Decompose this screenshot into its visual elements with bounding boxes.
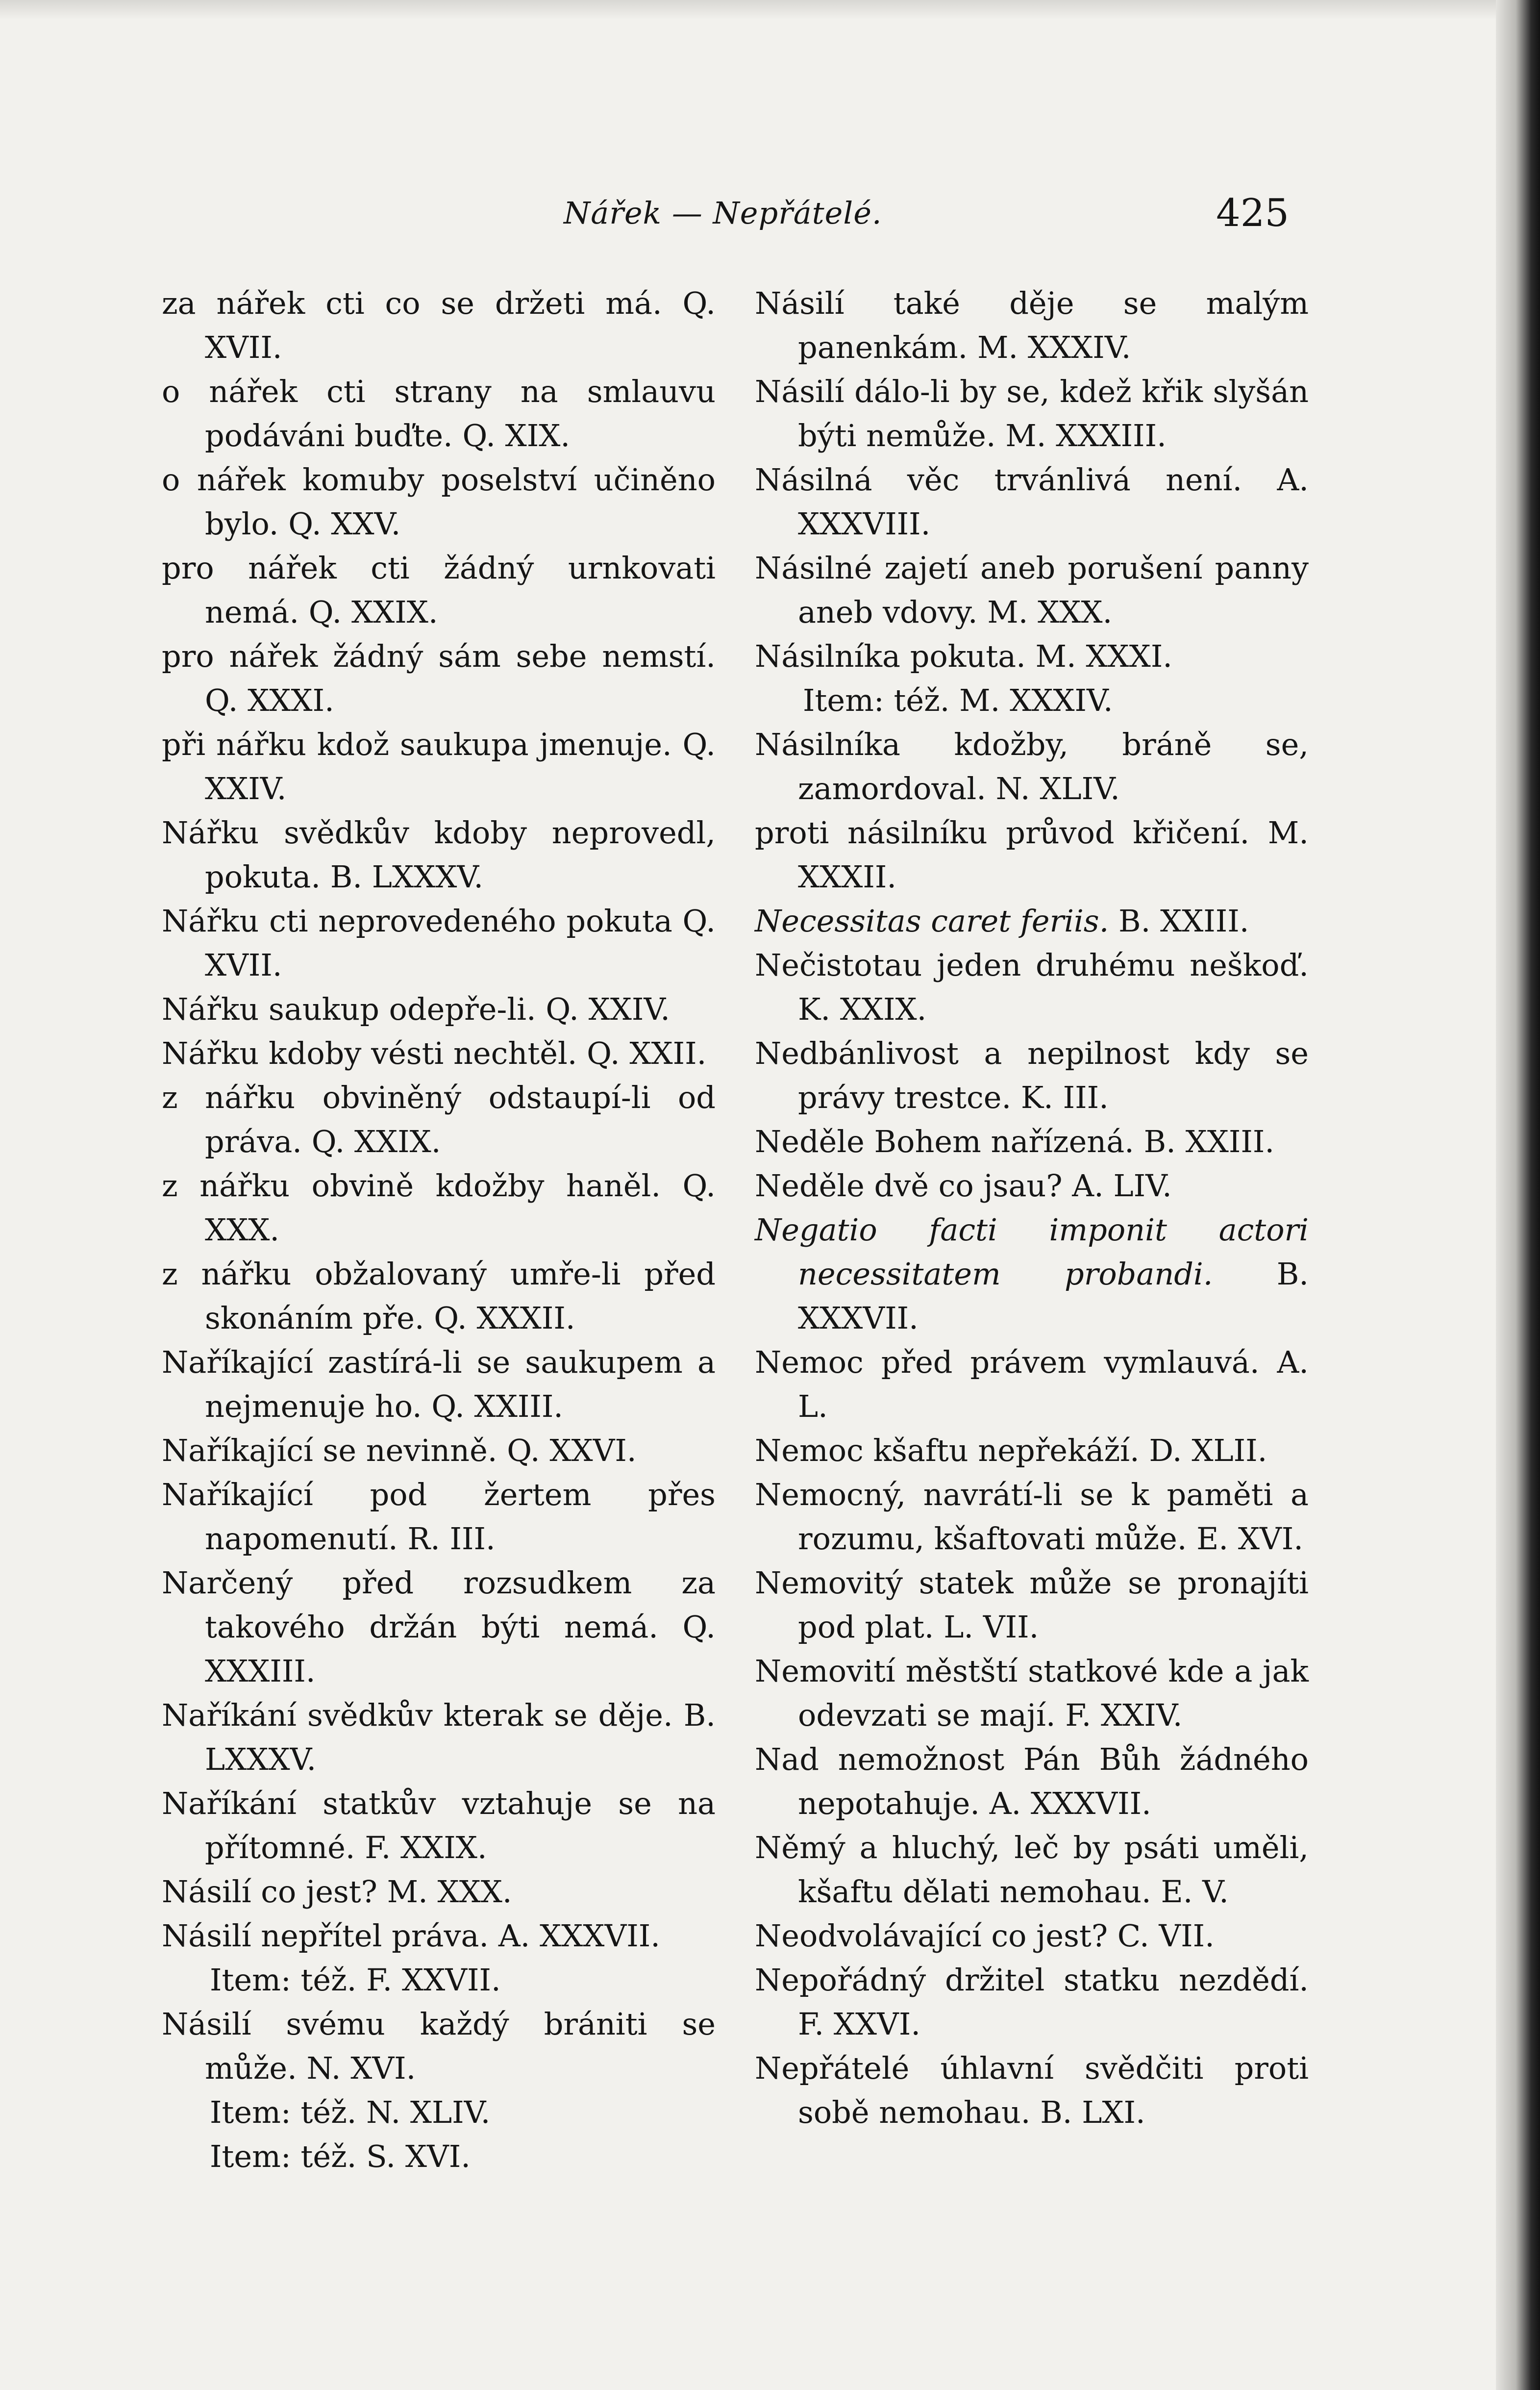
index-entry: Násilí svému každý brániti se může. N. XVI. <box>162 2006 716 2086</box>
index-entry: Násilné zajetí aneb porušení panny aneb vdovy. M. XXX. <box>755 550 1309 630</box>
latin-reference: B. XXXVII. <box>798 1256 1309 1336</box>
index-entry-latin <box>755 1208 1309 1340</box>
index-entry: Nepřátelé úhlavní svědčiti proti sobě nemohau. B. LXI. <box>755 2050 1309 2130</box>
index-entry: Nemoc před právem vymlauvá. A. L. <box>755 1344 1309 1424</box>
latin-reference: B. XXIII. <box>1118 903 1249 939</box>
index-entry: Násilí nepřítel práva. A. XXXVII. <box>162 1918 660 1954</box>
index-entry: Nemocný, navrátí-li se k paměti a rozumu, kšaftovati může. E. XVI. <box>755 1477 1309 1557</box>
index-entry: Nečistotau jeden druhému neškoď. K. XXIX. <box>755 947 1309 1027</box>
index-entry: Násilníka kdožby, bráně se, zamordoval. N. XLIV. <box>755 727 1309 806</box>
index-entry-latin <box>755 899 1309 943</box>
index-entry-item: Item: též. N. XLIV. <box>210 2094 491 2130</box>
index-entry: Nářku cti neprovedeného pokuta Q. XVII. <box>162 903 716 983</box>
index-entry-item: Item: též. M. XXXIV. <box>803 682 1113 718</box>
latin-maxim: Necessitas caret feriis. <box>755 903 1109 939</box>
index-entry: za nářek cti co se držeti má. Q. XVII. <box>162 285 716 365</box>
page-top-shadow <box>0 0 1540 20</box>
running-head: Nářek — Nepřátelé. <box>564 195 882 231</box>
page-binding-edge <box>1496 0 1540 2390</box>
index-entry: Nářku kdoby vésti nechtěl. Q. XXII. <box>162 1035 707 1071</box>
index-entry: Naříkající zastírá-li se saukupem a nejmenuje ho. Q. XXIII. <box>162 1344 716 1424</box>
index-entry: o nářek cti strany na smlauvu podáváni buďte. Q. XIX. <box>162 374 716 453</box>
index-entry: Neodvolávající co jest? C. VII. <box>755 1918 1215 1954</box>
index-entry: Nepořádný držitel statku nezdědí. F. XXVI. <box>755 1962 1309 2042</box>
index-entry: proti násilníku průvod křičení. M. XXXII. <box>755 815 1309 895</box>
index-entry: o nářek komuby poselství učiněno bylo. Q. XXV. <box>162 462 716 542</box>
index-entry: Nemoc kšaftu nepřekáží. D. XLII. <box>755 1433 1267 1468</box>
index-column-left <box>162 281 716 2179</box>
index-entry: Násilí dálo-li by se, kdež křik slyšán býti nemůže. M. XXXIII. <box>755 374 1309 453</box>
page-number: 425 <box>1216 191 1289 235</box>
index-entry: pro nářek cti žádný urnkovati nemá. Q. XXIX. <box>162 550 716 630</box>
index-entry: při nářku kdož saukupa jmenuje. Q. XXIV. <box>162 727 716 806</box>
index-entry: pro nářek žádný sám sebe nemstí. Q. XXXI. <box>162 638 716 718</box>
index-entry: Násilná věc trvánlivá není. A. XXXVIII. <box>755 462 1309 542</box>
page-header <box>564 191 1289 250</box>
index-column-right <box>755 281 1309 2135</box>
index-entry: Naříkající pod žertem přes napomenutí. R. III. <box>162 1477 716 1557</box>
index-entry: Naříkání svědkův kterak se děje. B. LXXXV. <box>162 1697 716 1777</box>
index-entry: Naříkající se nevinně. Q. XXVI. <box>162 1433 637 1468</box>
index-entry: z nářku obžalovaný umře-li před skonáním pře. Q. XXXII. <box>162 1256 716 1336</box>
index-entry: Nad nemožnost Pán Bůh žádného nepotahuje. A. XXXVII. <box>755 1741 1309 1821</box>
index-entry: Násilí co jest? M. XXX. <box>162 1874 512 1910</box>
index-entry: z nářku obvině kdožby haněl. Q. XXX. <box>162 1168 716 1248</box>
index-entry-item: Item: též. S. XVI. <box>210 2138 471 2174</box>
index-entry: Nemovitý statek může se pronajíti pod plat. L. VII. <box>755 1565 1309 1645</box>
index-entry: Naříkání statkův vztahuje se na přítomné. F. XXIX. <box>162 1786 716 1865</box>
index-entry: Nářku saukup odepře-li. Q. XXIV. <box>162 991 670 1027</box>
index-entry: Neděle Bohem nařízená. B. XXIII. <box>755 1124 1275 1159</box>
index-entry: Neděle dvě co jsau? A. LIV. <box>755 1168 1172 1204</box>
index-entry: Nářku svědkův kdoby neprovedl, pokuta. B. LXXXV. <box>162 815 716 895</box>
index-entry: Němý a hluchý, leč by psáti uměli, kšaftu dělati nemohau. E. V. <box>755 1830 1309 1910</box>
index-entry: Narčený před rozsudkem za takového držán býti nemá. Q. XXXIII. <box>162 1565 716 1689</box>
latin-maxim: Negatio facti imponit actori necessitatem probandi. <box>755 1212 1309 1292</box>
index-entry: Nemovití městští statkové kde a jak odevzati se mají. F. XXIV. <box>755 1653 1309 1733</box>
index-entry: Násilí také děje se malým panenkám. M. XXXIV. <box>755 285 1309 365</box>
index-entry: Nedbánlivost a nepilnost kdy se právy trestce. K. III. <box>755 1035 1309 1115</box>
index-entry: Násilníka pokuta. M. XXXI. <box>755 638 1173 674</box>
index-entry: z nářku obviněný odstaupí-li od práva. Q. XXIX. <box>162 1080 716 1159</box>
index-entry-item: Item: též. F. XXVII. <box>210 1962 501 1998</box>
